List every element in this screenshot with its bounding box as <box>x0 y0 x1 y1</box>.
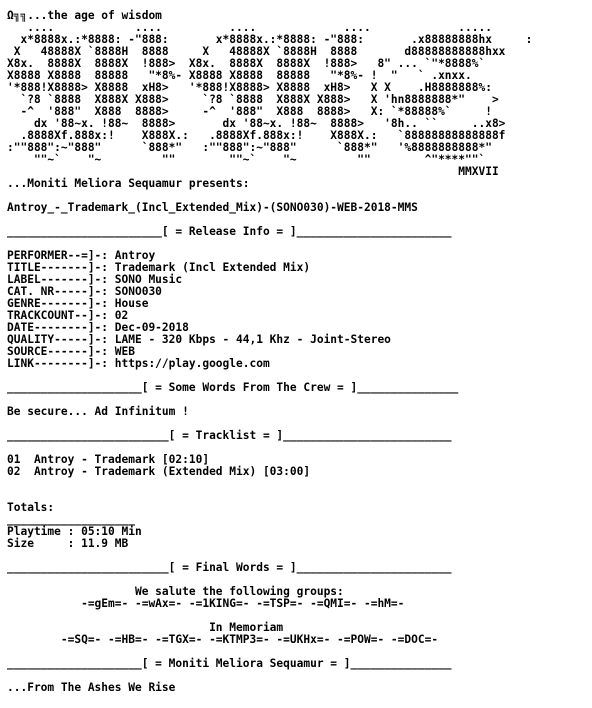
nfo-line: Totals: <box>7 501 55 514</box>
nfo-line: QUALITY-----]-: LAME - 320 Kbps - 44,1 Khz - Joint-Stereo <box>7 333 391 346</box>
nfo-line <box>7 478 532 490</box>
nfo-line: ________________________[ = Final Words = ]_______________________ <box>7 561 452 574</box>
nfo-text-document <box>7 10 532 694</box>
nfo-line: Be secure... Ad Infinitum ! <box>7 405 189 418</box>
nfo-line: LINK--------]-: https://play.google.com <box>7 357 270 370</box>
nfo-line: We salute the following groups: <box>7 585 344 598</box>
nfo-line: `?8 `8888 X888X X888> `?8 `8888 X888X X888> X 'hn8888888*" > <box>7 93 499 106</box>
nfo-line: Antroy_-_Trademark_(Incl_Extended_Mix)-(SONO030)-WEB-2018-MMS <box>7 201 418 214</box>
nfo-line: :""888":~"888" `888*" :""888":~"888" `888*" '%8888888888*" <box>7 141 492 154</box>
nfo-line: _______________________[ = Release Info = ]_______________________ <box>7 225 452 238</box>
nfo-line: GENRE-------]-: House <box>7 297 149 310</box>
nfo-line: .8888Xf.888x:! X888X.: .8888Xf.888x:! X888X.: `88888888888888f <box>7 129 506 142</box>
nfo-line: CAT. NR-----]-: SONO030 <box>7 285 162 298</box>
nfo-line: DATE--------]-: Dec-09-2018 <box>7 321 189 334</box>
nfo-line: X8x. 8888X 8888X !888> X8x. 8888X 8888X !888> 8" ... `"*8888%` <box>7 57 486 70</box>
nfo-line: 01 Antroy - Trademark [02:10] <box>7 453 210 466</box>
nfo-line <box>7 490 532 502</box>
nfo-line: -=SQ=- -=HB=- -=TGX=- -=KTMP3=- -=UKHx=- -=POW=- -=DOC=- <box>7 633 439 646</box>
nfo-line: SOURCE------]-: WEB <box>7 345 135 358</box>
nfo-line: Ω╗╗...the age of wisdom <box>7 9 162 22</box>
nfo-line: dx '88~x. !88~ 8888> dx '88~x. !88~ 8888> '8h.. `` ..x8> <box>7 117 506 130</box>
nfo-line: x*8888x.:*8888: -"888: x*8888x.:*8888: -"888: .x88888888hx : <box>7 33 533 46</box>
nfo-line: PERFORMER--=]-: Antroy <box>7 249 156 262</box>
nfo-line: X8888 X8888 88888 "*8%- X8888 X8888 88888 "*8%- ! " ` .xnxx. <box>7 69 472 82</box>
nfo-line: MMXVII <box>7 165 499 178</box>
nfo-line: .... .... .... .... ..... <box>7 21 492 34</box>
nfo-line: ____________________[ = Moniti Meliora Sequamur = ]_______________ <box>7 657 452 670</box>
nfo-line: 02 Antroy - Trademark (Extended Mix) [03:00] <box>7 465 311 478</box>
nfo-line: ____________________[ = Some Words From The Crew = ]_______________ <box>7 381 459 394</box>
nfo-line: ""~` "~ "" ""~` "~ "" ^"****""` <box>7 153 486 166</box>
nfo-line: LABEL-------]-: SONO Music <box>7 273 183 286</box>
nfo-line: Playtime : 05:10 Min <box>7 525 142 538</box>
nfo-line: Size : 11.9 MB <box>7 537 129 550</box>
nfo-line: ___________________ <box>7 513 135 526</box>
nfo-line: -^ '888" X888 8888> -^ '888" X888 8888> X: `*88888%` ! <box>7 105 492 118</box>
nfo-line: In Memoriam <box>7 621 284 634</box>
nfo-line: TRACKCOUNT--]-: 02 <box>7 309 129 322</box>
nfo-line: X 48888X `8888H 8888 X 48888X `8888H 8888 d88888888888hxx <box>7 45 506 58</box>
nfo-line: ...From The Ashes We Rise <box>7 681 176 694</box>
nfo-line: ...Moniti Meliora Sequamur presents: <box>7 177 250 190</box>
nfo-line: ________________________[ = Tracklist = ]_________________________ <box>7 429 452 442</box>
nfo-line: TITLE-------]-: Trademark (Incl Extended Mix) <box>7 261 311 274</box>
nfo-line: -=gEm=- -=wAx=- -=1KING=- -=TSP=- -=QMI=- -=hM=- <box>7 597 405 610</box>
nfo-line: '*888!X8888> X8888 xH8> '*888!X8888> X8888 xH8> X X .H8888888%: <box>7 81 492 94</box>
